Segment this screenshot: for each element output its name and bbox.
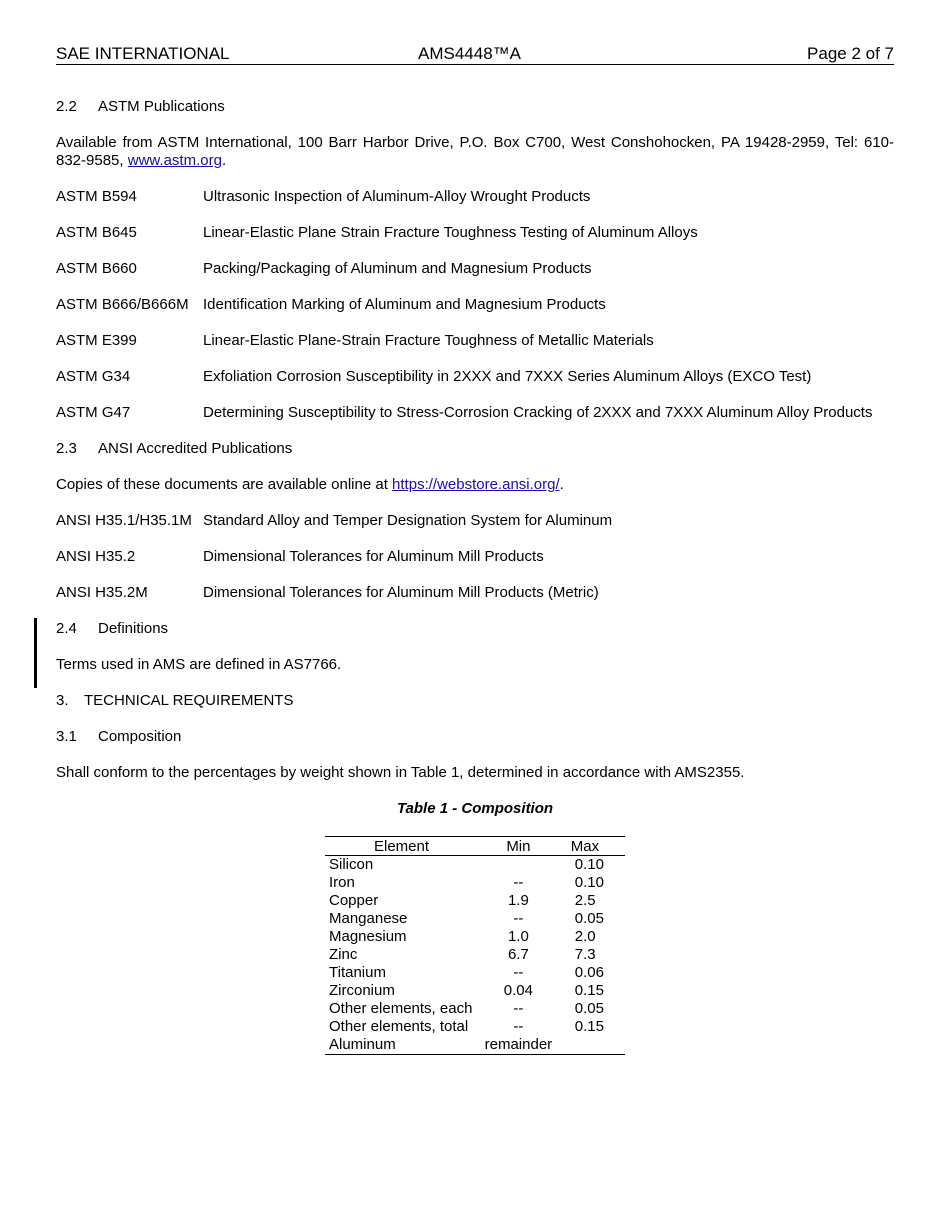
column-header: Element xyxy=(325,837,478,856)
reference-title: Determining Susceptibility to Stress-Corrosion Cracking of 2XXX and 7XXX Aluminum Alloy Products xyxy=(203,404,873,421)
reference-row xyxy=(56,296,894,314)
astm-website-link[interactable]: www.astm.org xyxy=(127,152,222,169)
header-org: SAE INTERNATIONAL xyxy=(56,44,230,63)
table-row xyxy=(325,874,625,892)
section-3-1-heading xyxy=(56,728,894,746)
table-cell: -- xyxy=(513,964,524,981)
table-row xyxy=(325,1018,625,1036)
table-cell: Magnesium xyxy=(329,928,407,945)
table-row xyxy=(325,892,625,910)
reference-title: Standard Alloy and Temper Designation System for Aluminum xyxy=(203,512,613,529)
section-title: Definitions xyxy=(98,620,169,637)
section-number: 3. xyxy=(56,692,69,709)
section-number: 2.4 xyxy=(56,620,77,637)
table-cell: 1.0 xyxy=(507,928,529,945)
table-cell: -- xyxy=(513,1018,524,1035)
reference-id: ASTM B660 xyxy=(56,260,137,277)
section-2-4-heading xyxy=(56,620,894,638)
table-cell: 6.7 xyxy=(507,946,529,963)
section-2-2-heading xyxy=(56,98,894,116)
table-cell: 0.05 xyxy=(574,1000,604,1017)
table-cell: remainder xyxy=(478,1036,559,1055)
table-cell: Titanium xyxy=(329,964,386,981)
ansi-availability-paragraph: Copies of these documents are available online at https://webstore.ansi.org/. xyxy=(56,476,564,493)
table-cell: 0.04 xyxy=(503,982,533,999)
section-title: ASTM Publications xyxy=(98,98,225,115)
reference-row xyxy=(56,224,894,242)
table-cell: 0.10 xyxy=(574,874,604,891)
table-cell: -- xyxy=(513,1000,524,1017)
reference-id: ASTM B594 xyxy=(56,188,137,205)
reference-id: ASTM E399 xyxy=(56,332,137,349)
table-caption: Table 1 - Composition xyxy=(396,800,554,817)
table-cell xyxy=(478,856,559,875)
header-page-number: Page 2 of 7 xyxy=(807,44,894,63)
section-title: Composition xyxy=(98,728,182,745)
table-cell: Iron xyxy=(329,874,355,891)
reference-row xyxy=(56,332,894,350)
table-cell: Other elements, each xyxy=(329,1000,473,1017)
reference-title: Dimensional Tolerances for Aluminum Mill Products (Metric) xyxy=(203,584,599,601)
section-number: 3.1 xyxy=(56,728,77,745)
table-row xyxy=(325,910,625,928)
reference-id: ANSI H35.1/H35.1M xyxy=(56,512,192,529)
table-cell: 1.9 xyxy=(507,892,529,909)
table-header-row xyxy=(325,837,625,856)
section-3-heading xyxy=(56,692,894,710)
reference-row xyxy=(56,260,894,278)
page-header xyxy=(56,44,894,65)
table-cell: Manganese xyxy=(329,910,408,927)
table-cell: 0.06 xyxy=(574,964,604,981)
table-cell: 2.0 xyxy=(574,928,596,945)
section-title: ANSI Accredited Publications xyxy=(98,440,293,457)
section-number: 2.2 xyxy=(56,98,77,115)
composition-paragraph: Shall conform to the percentages by weight shown in Table 1, determined in accordance with AMS2355. xyxy=(56,764,745,781)
reference-row xyxy=(56,584,894,602)
table-cell: -- xyxy=(513,910,524,927)
table-cell: -- xyxy=(513,874,524,891)
reference-id: ASTM G47 xyxy=(56,404,131,421)
table-cell: 0.05 xyxy=(574,910,604,927)
table-cell: Zinc xyxy=(329,946,358,963)
table-cell: Silicon xyxy=(329,856,374,873)
reference-row xyxy=(56,368,894,386)
reference-id: ANSI H35.2M xyxy=(56,584,148,601)
reference-id: ASTM B645 xyxy=(56,224,137,241)
header-doc-id: AMS4448™A xyxy=(418,44,521,63)
column-header: Min xyxy=(478,837,559,856)
table-row xyxy=(325,1036,625,1055)
composition-table xyxy=(325,836,625,1055)
reference-title: Exfoliation Corrosion Susceptibility in 2XXX and 7XXX Series Aluminum Alloys (EXCO Test) xyxy=(203,368,812,385)
reference-id: ASTM G34 xyxy=(56,368,131,385)
table-cell xyxy=(559,1036,625,1055)
reference-title: Identification Marking of Aluminum and Magnesium Products xyxy=(203,296,606,313)
reference-row xyxy=(56,548,894,566)
table-cell: 0.10 xyxy=(574,856,604,873)
ansi-webstore-link[interactable]: https://webstore.ansi.org/ xyxy=(392,476,560,493)
table-row xyxy=(325,946,625,964)
table-cell: Aluminum xyxy=(325,1036,478,1055)
reference-title: Linear-Elastic Plane-Strain Fracture Toughness of Metallic Materials xyxy=(203,332,654,349)
reference-row xyxy=(56,188,894,206)
section-2-3-heading xyxy=(56,440,894,458)
reference-id: ANSI H35.2 xyxy=(56,548,136,565)
reference-row xyxy=(56,404,894,422)
reference-title: Packing/Packaging of Aluminum and Magnesium Products xyxy=(203,260,592,277)
ansi-availability-text: Copies of these documents are available online at xyxy=(56,476,388,493)
column-header: Max xyxy=(559,837,625,856)
table-cell: Zirconium xyxy=(329,982,395,999)
astm-availability-text: Available from ASTM International, 100 Barr Harbor Drive, P.O. Box C700, West Conshohocken, PA 19428-2959, Tel: 610-832-9585, xyxy=(56,134,894,169)
table-row xyxy=(325,1000,625,1018)
astm-availability-paragraph: Available from ASTM International, 100 Barr Harbor Drive, P.O. Box C700, West Conshohocken, PA 19428-2959, Tel: 610-832-9585, www.astm.org. xyxy=(56,134,894,169)
definitions-paragraph: Terms used in AMS are defined in AS7766. xyxy=(56,656,342,673)
table-cell: Other elements, total xyxy=(329,1018,469,1035)
table-cell: 2.5 xyxy=(574,892,596,909)
revision-change-bar xyxy=(34,618,37,688)
document-body xyxy=(56,98,894,1055)
reference-title: Ultrasonic Inspection of Aluminum-Alloy Wrought Products xyxy=(203,188,591,205)
reference-title: Linear-Elastic Plane Strain Fracture Toughness Testing of Aluminum Alloys xyxy=(203,224,698,241)
table-row xyxy=(325,856,625,875)
table-row xyxy=(325,928,625,946)
table-row xyxy=(325,964,625,982)
table-cell: 7.3 xyxy=(574,946,596,963)
reference-id: ASTM B666/B666M xyxy=(56,296,189,313)
table-cell: Copper xyxy=(329,892,379,909)
section-number: 2.3 xyxy=(56,440,77,457)
table-cell: 0.15 xyxy=(574,1018,604,1035)
reference-title: Dimensional Tolerances for Aluminum Mill Products xyxy=(203,548,544,565)
reference-row xyxy=(56,512,894,530)
section-title: TECHNICAL REQUIREMENTS xyxy=(84,692,294,709)
table-cell: 0.15 xyxy=(574,982,604,999)
table-row xyxy=(325,982,625,1000)
